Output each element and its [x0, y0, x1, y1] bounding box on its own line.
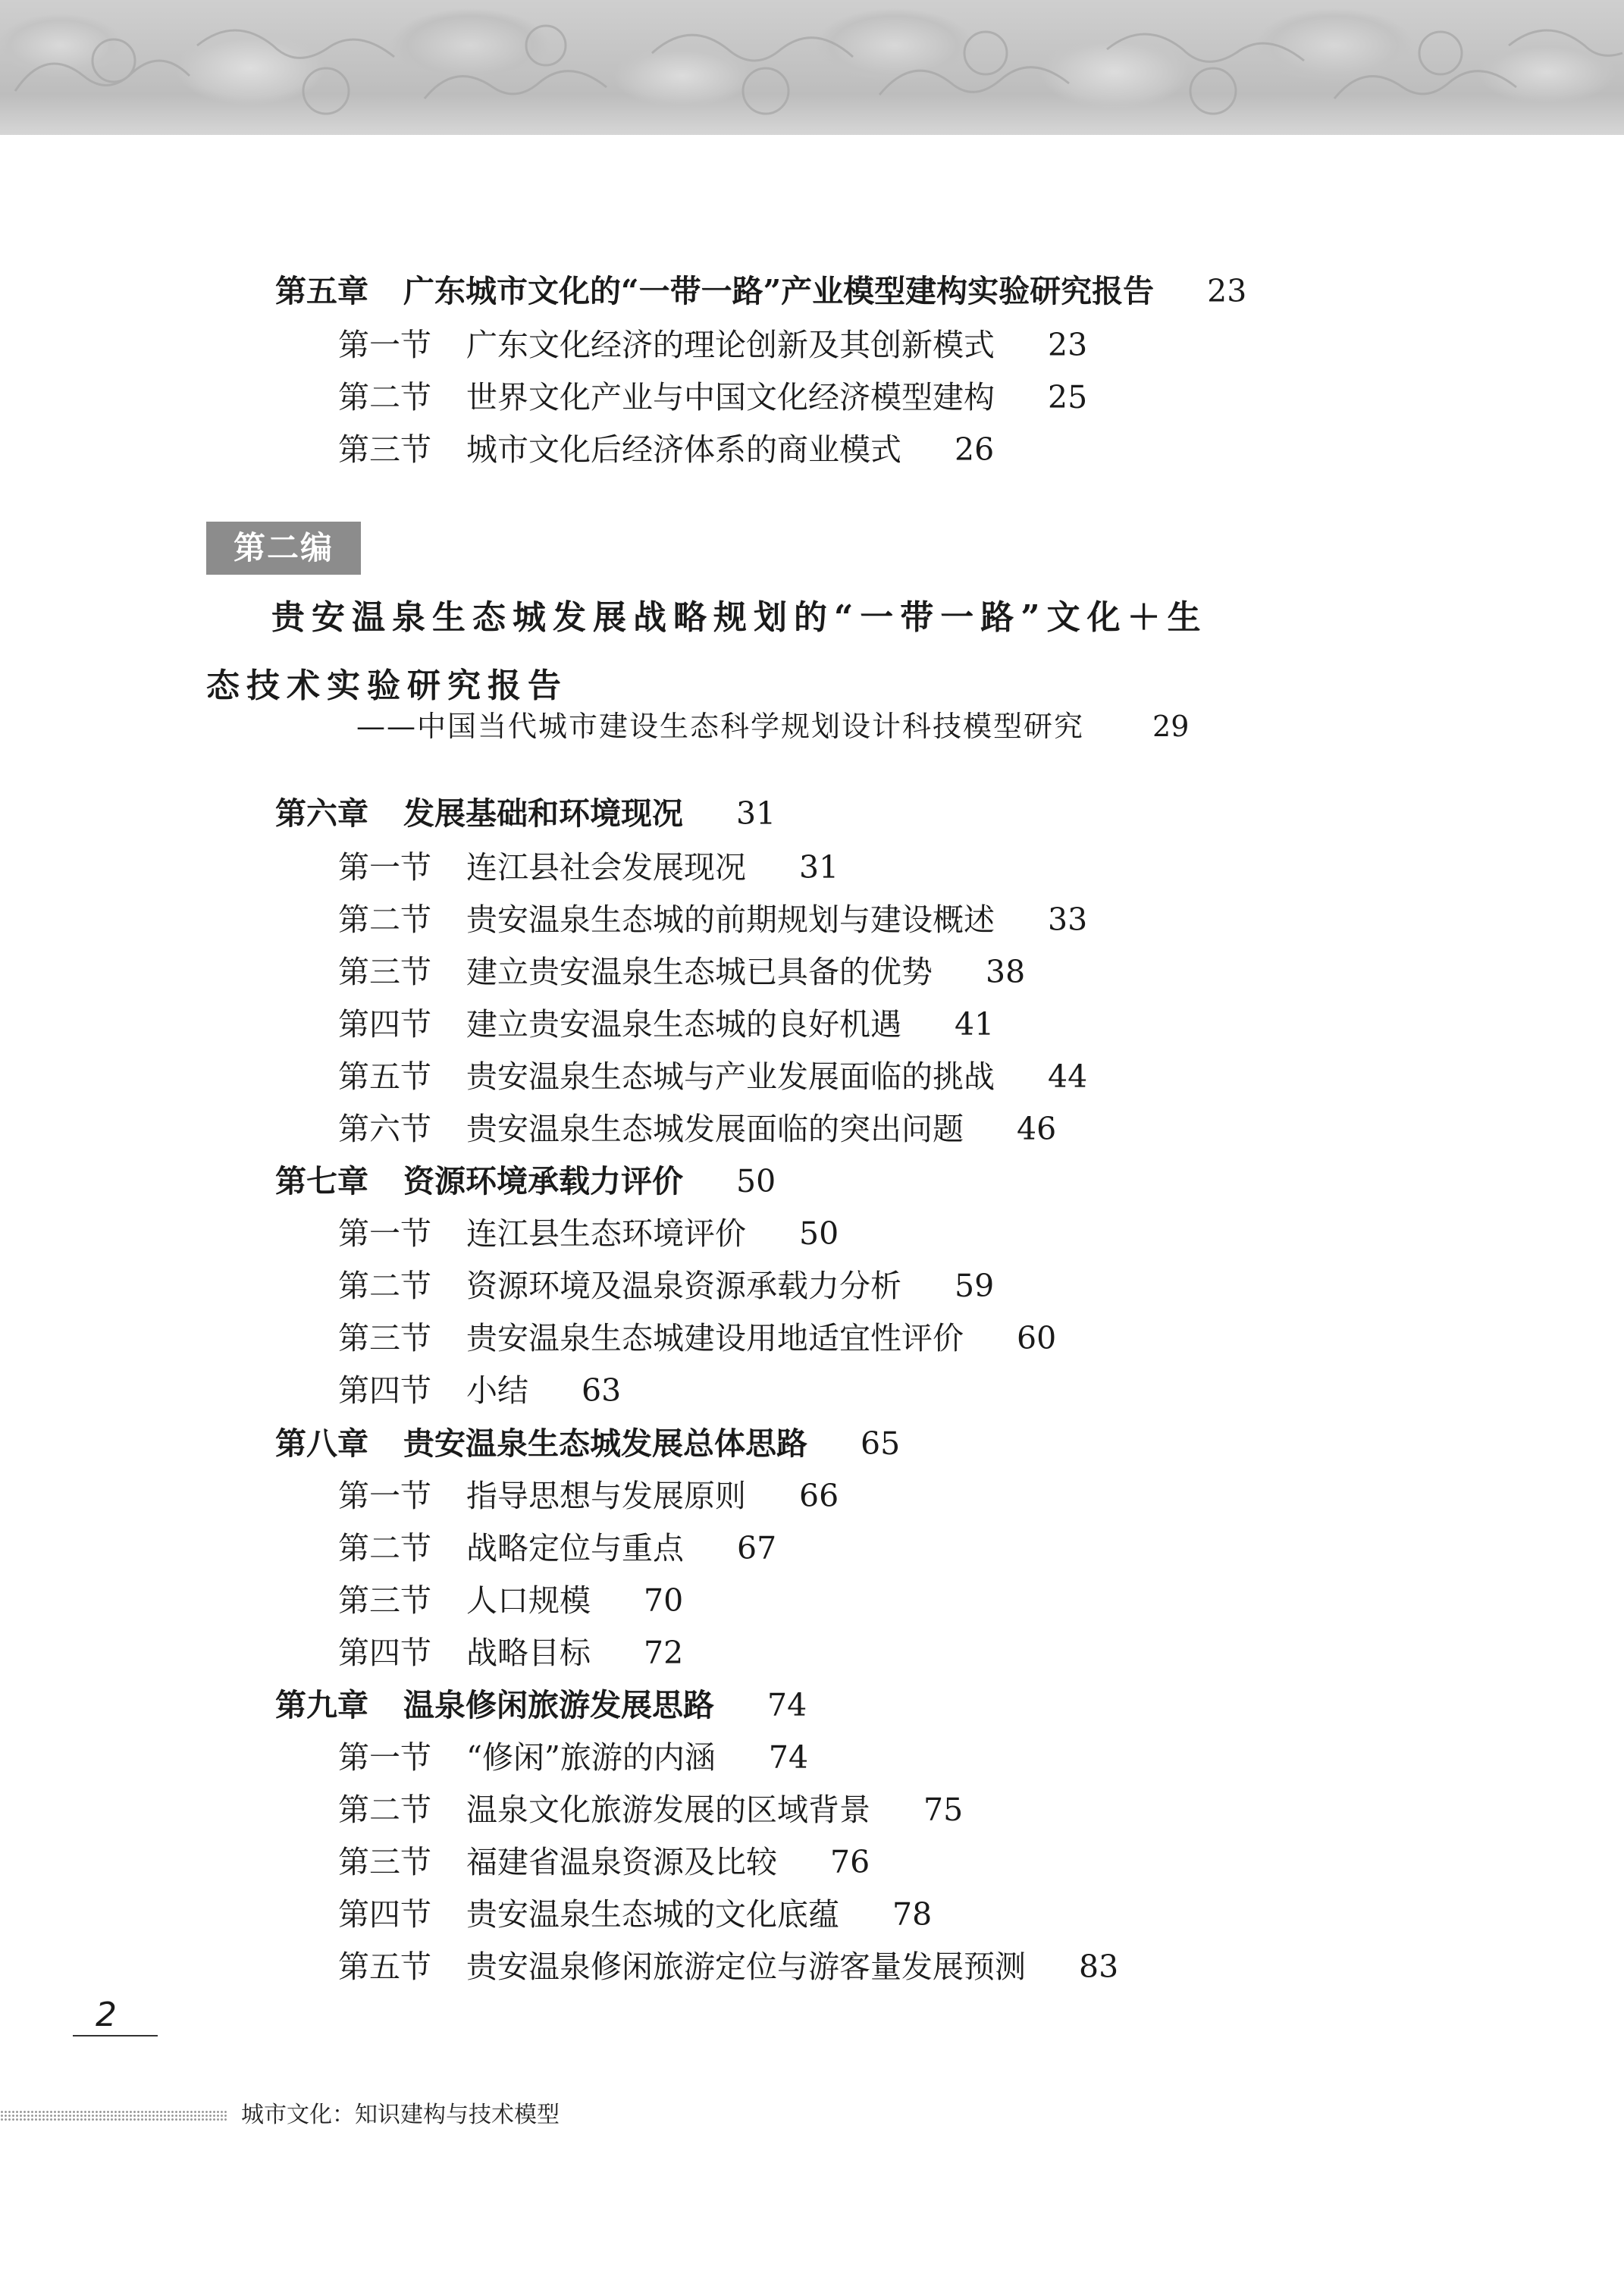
decorative-cloud-banner [0, 0, 1624, 135]
toc-section[interactable] [338, 327, 1087, 363]
page-number: 75 [923, 1792, 964, 1828]
section-title: 人口规模 [466, 1582, 591, 1619]
chapter-label: 第九章 [275, 1687, 368, 1723]
section-label: 第三节 [338, 431, 431, 468]
section-label: 第二节 [338, 901, 431, 938]
section-title: 资源环境及温泉资源承载力分析 [466, 1268, 901, 1304]
section-title: 贵安温泉生态城与产业发展面临的挑战 [466, 1058, 995, 1095]
section-label: 第四节 [338, 1635, 431, 1671]
section-title: 连江县生态环境评价 [466, 1215, 746, 1252]
section-title: 战略目标 [466, 1635, 591, 1671]
toc-section[interactable] [338, 1792, 963, 1828]
section-title: 建立贵安温泉生态城的良好机遇 [466, 1006, 901, 1043]
page-number: 65 [861, 1425, 901, 1462]
part-title-line-2: 态技术实验研究报告 [206, 666, 568, 705]
page-number: 67 [737, 1530, 777, 1566]
chapter-title: 发展基础和环境现况 [403, 795, 683, 832]
cloud-pattern-icon [0, 0, 1624, 135]
toc-section[interactable] [338, 1111, 1056, 1147]
section-label: 第二节 [338, 1792, 431, 1828]
page-number: 25 [1048, 379, 1088, 415]
toc-section[interactable] [338, 1268, 994, 1304]
page-number: 33 [1048, 901, 1088, 938]
page-number: 44 [1048, 1058, 1088, 1095]
page-number: 29 [1152, 710, 1190, 743]
section-title: 连江县社会发展现况 [466, 849, 746, 886]
section-title: 贵安温泉生态城发展面临的突出问题 [466, 1111, 964, 1147]
toc-section[interactable] [338, 1215, 839, 1252]
toc-section[interactable] [338, 1949, 1118, 1985]
section-label: 第二节 [338, 1530, 431, 1566]
toc-chapter-5[interactable] [275, 273, 1246, 309]
part-title-line-1: 贵安温泉生态城发展战略规划的“一带一路”文化＋生 [271, 598, 1208, 637]
page-number: 31 [799, 849, 839, 886]
toc-section[interactable] [338, 1739, 808, 1776]
toc-section[interactable] [338, 954, 1025, 990]
section-label: 第四节 [338, 1006, 431, 1043]
section-label: 第六节 [338, 1111, 431, 1147]
chapter-label: 第五章 [275, 273, 368, 309]
toc-chapter-8[interactable] [275, 1425, 900, 1462]
section-label: 第五节 [338, 1949, 431, 1985]
section-title: 世界文化产业与中国文化经济模型建构 [466, 379, 995, 415]
section-title: 建立贵安温泉生态城已具备的优势 [466, 954, 933, 990]
chapter-label: 第八章 [275, 1425, 368, 1462]
section-label: 第四节 [338, 1896, 431, 1933]
section-label: 第三节 [338, 1320, 431, 1356]
section-title: 贵安温泉生态城的文化底蕴 [466, 1896, 839, 1933]
page-number: 46 [1017, 1111, 1057, 1147]
part-subtitle[interactable] [356, 708, 1189, 745]
section-label: 第三节 [338, 1844, 431, 1880]
page-number: 70 [644, 1582, 684, 1619]
chapter-title: 资源环境承载力评价 [403, 1163, 683, 1199]
section-label: 第一节 [338, 849, 431, 886]
section-title: 城市文化后经济体系的商业模式 [466, 431, 901, 468]
section-label: 第一节 [338, 1739, 431, 1776]
page-number: 59 [955, 1268, 995, 1304]
section-label: 第一节 [338, 1215, 431, 1252]
page-number: 74 [768, 1739, 809, 1776]
toc-chapter-6[interactable] [275, 795, 776, 832]
page-number: 63 [582, 1372, 622, 1409]
part-title[interactable] [206, 584, 1389, 720]
section-title: 指导思想与发展原则 [466, 1478, 746, 1514]
chapter-title: 广东城市文化的“一带一路”产业模型建构实验研究报告 [403, 273, 1155, 309]
toc-section[interactable] [338, 1372, 621, 1409]
section-title: 贵安温泉生态城的前期规划与建设概述 [466, 901, 995, 938]
section-label: 第四节 [338, 1372, 431, 1409]
section-label: 第二节 [338, 1268, 431, 1304]
page-number: 78 [892, 1896, 933, 1933]
section-label: 第一节 [338, 1478, 431, 1514]
toc-chapter-7[interactable] [275, 1163, 776, 1199]
toc-section[interactable] [338, 1635, 683, 1671]
toc-section[interactable] [338, 1844, 870, 1880]
page-number: 23 [1048, 327, 1088, 363]
subtitle-text: ——中国当代城市建设生态科学规划设计科技模型研究 [356, 710, 1085, 743]
toc-section[interactable] [338, 849, 839, 886]
page-number: 72 [644, 1635, 684, 1671]
toc-section[interactable] [338, 1896, 932, 1933]
section-label: 第三节 [338, 954, 431, 990]
section-title: 小结 [466, 1372, 528, 1409]
toc-section[interactable] [338, 431, 994, 468]
page-number: 31 [736, 795, 776, 832]
toc-section[interactable] [338, 1320, 1056, 1356]
running-footer-book-title: 城市文化：知识建构与技术模型 [241, 2102, 560, 2128]
section-label: 第五节 [338, 1058, 431, 1095]
toc-section[interactable] [338, 901, 1087, 938]
page-number: 83 [1079, 1949, 1119, 1985]
section-title: 战略定位与重点 [466, 1530, 684, 1566]
page-number: 26 [955, 431, 995, 468]
footer-dot-pattern [0, 2110, 227, 2122]
page-number: 50 [736, 1163, 776, 1199]
section-title: 温泉文化旅游发展的区域背景 [466, 1792, 870, 1828]
page-number: 66 [799, 1478, 839, 1514]
section-label: 第三节 [338, 1582, 431, 1619]
part-tag: 第二编 [206, 522, 361, 575]
page-number: 23 [1207, 273, 1247, 309]
toc-section[interactable] [338, 379, 1087, 415]
toc-chapter-9[interactable] [275, 1687, 807, 1723]
section-label: 第二节 [338, 379, 431, 415]
section-title: 贵安温泉生态城建设用地适宜性评价 [466, 1320, 964, 1356]
page-number: 60 [1017, 1320, 1057, 1356]
page-number: 50 [799, 1215, 839, 1252]
page-number: 76 [830, 1844, 870, 1880]
section-label: 第一节 [338, 327, 431, 363]
section-title: 福建省温泉资源及比较 [466, 1844, 777, 1880]
chapter-title: 贵安温泉生态城发展总体思路 [403, 1425, 807, 1462]
toc-section[interactable] [338, 1530, 776, 1566]
page-number: 41 [955, 1006, 995, 1043]
page-number: 38 [986, 954, 1026, 990]
page-number-footer: 2 [73, 1996, 158, 2036]
toc-section[interactable] [338, 1582, 683, 1619]
toc-section[interactable] [338, 1006, 994, 1043]
toc-section[interactable] [338, 1058, 1087, 1095]
chapter-label: 第六章 [275, 795, 368, 832]
chapter-label: 第七章 [275, 1163, 368, 1199]
toc-section[interactable] [338, 1478, 839, 1514]
section-title: 广东文化经济的理论创新及其创新模式 [466, 327, 995, 363]
section-title: “修闲”旅游的内涵 [466, 1739, 716, 1776]
chapter-title: 温泉修闲旅游发展思路 [403, 1687, 714, 1723]
page-number: 74 [767, 1687, 807, 1723]
section-title: 贵安温泉修闲旅游定位与游客量发展预测 [466, 1949, 1026, 1985]
